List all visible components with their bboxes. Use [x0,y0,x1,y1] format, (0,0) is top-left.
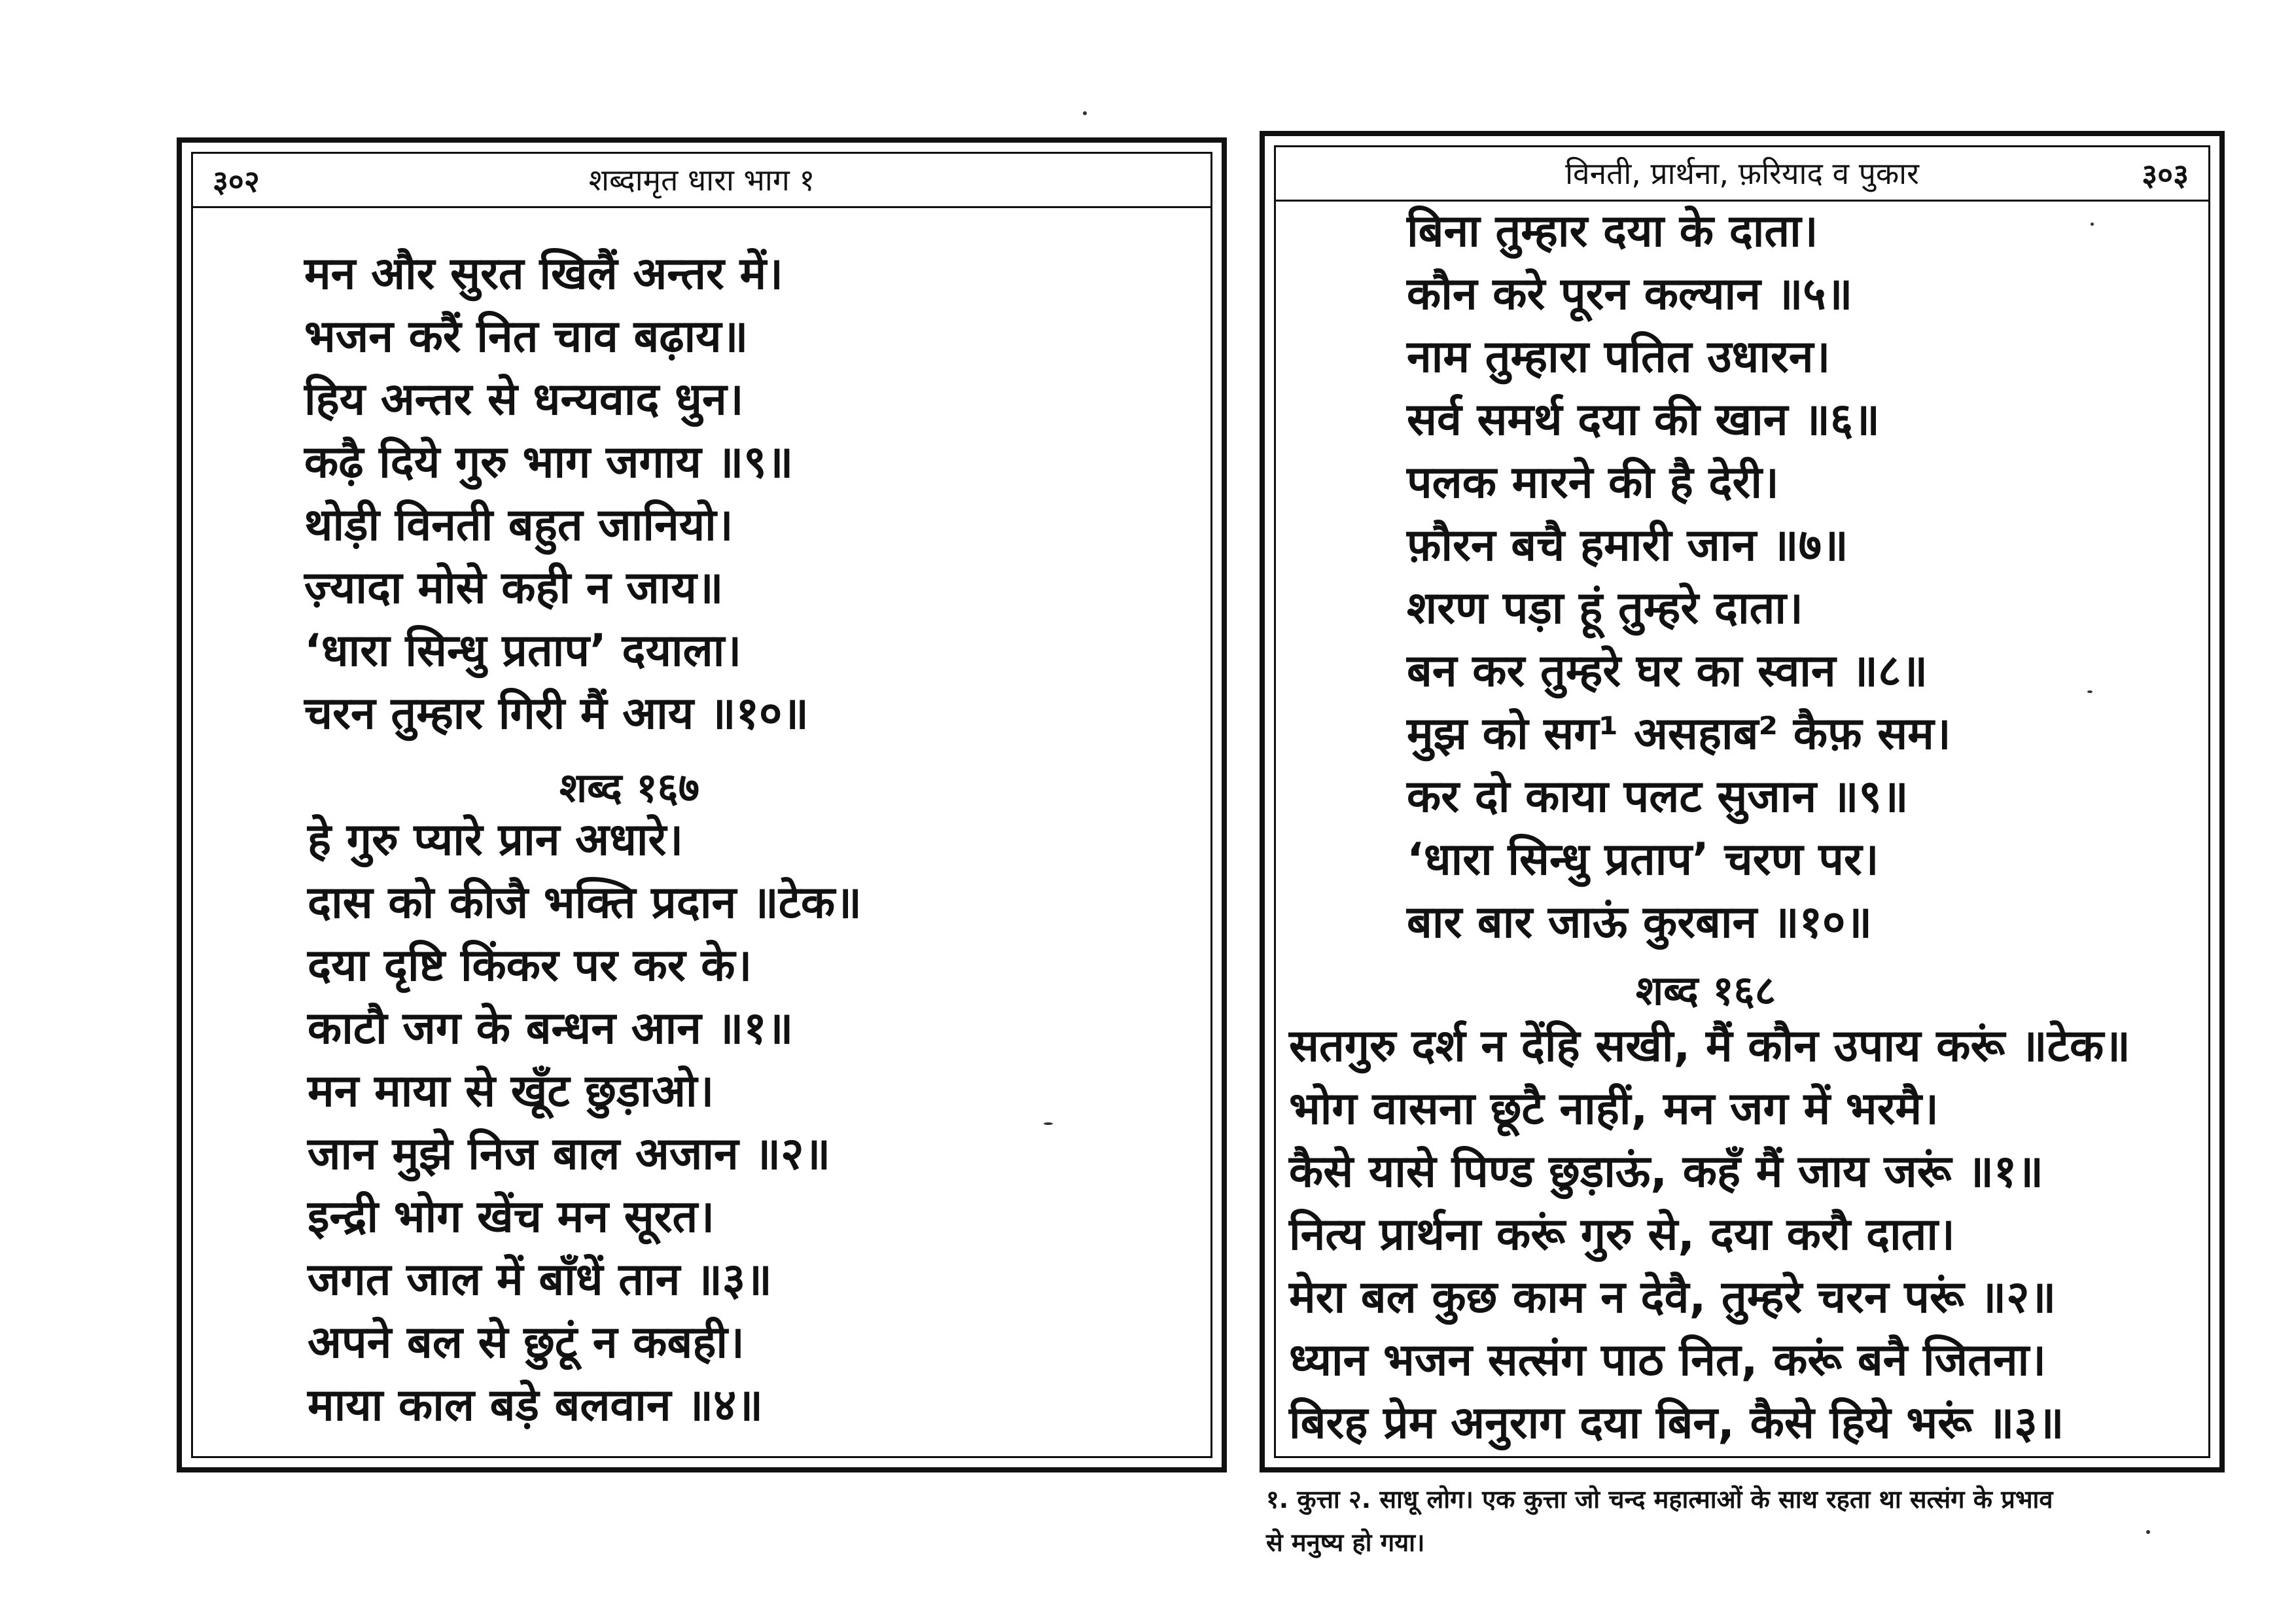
scan-speck [1083,111,1087,115]
verse-line: हिय अन्तर से धन्यवाद धुन। [304,374,744,425]
verse-line: शरण पड़ा हूं तुम्हरे दाता। [1407,582,1803,634]
verse-line: माया काल बड़े बलवान ॥४॥ [308,1380,764,1431]
verse-line: दया दृष्टि किंकर पर कर के। [308,940,752,991]
verse-line: दास को कीजै भक्ति प्रदान ॥टेक॥ [308,877,862,929]
page-number: ३०३ [2142,157,2189,192]
verse-line: भोग वासना छूटै नाहीं, मन जग में भरमै। [1289,1083,1939,1135]
verse-line: कौन करे पूरन कल्यान ॥५॥ [1407,268,1853,320]
verse-line: बिना तुम्हार दया के दाता। [1407,205,1818,257]
verse-line: ‘धारा सिन्धु प्रताप’ चरण पर। [1407,834,1879,885]
verse-line: जगत जाल में बाँधें तान ॥३॥ [308,1254,772,1306]
verse-line: बन कर तुम्हरे घर का स्वान ॥८॥ [1407,645,1928,697]
page-number: ३०२ [213,164,260,199]
verse-line: सर्व समर्थ दया की खान ॥६॥ [1407,394,1881,446]
right-page-inner-border [1274,145,2210,1458]
verse-line: इन्द्री भोग खेंच मन सूरत। [308,1191,715,1243]
verse-line: ध्यान भजन सत्संग पाठ नित, करूं बनै जितना। [1289,1334,2047,1386]
footnote-line: १. कुत्ता २. साधू लोग। एक कुत्ता जो चन्द महात्माओं के साथ रहता था सत्संग के प्रभाव [1266,1485,2053,1514]
verse-line: मुझ को सग¹ असहाब² कैफ़ सम। [1407,708,1951,760]
left-page-header [193,154,1210,208]
verse-line: चरन तुम्हार गिरी मैं आय ॥१०॥ [304,688,809,740]
right-page-header [1276,147,2208,202]
verse-line: मन माया से खूँट छुड़ाओ। [308,1065,715,1117]
verse-line: ज़्यादा मोसे कही न जाय॥ [304,562,724,614]
scan-speck [2091,223,2094,226]
verse-line: सतगुरु दर्श न देंहि सखी, मैं कौन उपाय करूं ॥टेक॥ [1289,1020,2130,1072]
shabd-heading: शब्द १६८ [1636,967,1776,1014]
verse-line: कैसे यासे पिण्ड छुड़ाऊं, कहँ मैं जाय जरूं ॥१॥ [1289,1146,2044,1198]
right-page [1260,131,2225,1472]
scan-speck [1044,1122,1053,1125]
left-page [177,137,1227,1472]
scan-speck [2087,690,2093,693]
verse-line: मन और सुरत खिलैं अन्तर में। [304,248,783,300]
verse-line: काटौ जग के बन्धन आन ॥१॥ [308,1003,794,1054]
left-page-inner-border [191,152,1212,1458]
verse-line: अपने बल से छुटूं न कबही। [308,1317,745,1368]
verse-line: कर दो काया पलट सुजान ॥९॥ [1407,771,1909,823]
verse-line: कढ़ै दिये गुरु भाग जगाय ॥९॥ [304,437,794,488]
running-title: शब्दामृत धारा भाग १ [588,162,815,198]
verse-line: ‘धारा सिन्धु प्रताप’ दयाला। [304,625,742,677]
verse-line: नाम तुम्हारा पतित उधारन। [1407,331,1831,383]
verse-line: बार बार जाऊं कुरबान ॥१०॥ [1407,897,1873,948]
verse-line: भजन करैं नित चाव बढ़ाय॥ [304,311,749,363]
verse-line: मेरा बल कुछ काम न देवै, तुम्हरे चरन परूं ॥२॥ [1289,1272,2057,1323]
verse-line: नित्य प्रार्थना करूं गुरु से, दया करौ दाता। [1289,1209,1955,1260]
verse-line: थोड़ी विनती बहुत जानियो। [304,499,733,551]
verse-line: बिरह प्रेम अनुराग दया बिन, कैसे हिये भरूं ॥३॥ [1289,1397,2064,1449]
footnote-line: से मनुष्य हो गया। [1266,1528,1425,1557]
scan-speck [2146,1530,2150,1534]
verse-line: हे गुरु प्यारे प्रान अधारे। [308,814,684,866]
running-title: विनती, प्रार्थना, फ़रियाद व पुकार [1565,156,1919,191]
verse-line: पलक मारने की है देरी। [1407,457,1779,508]
shabd-heading: शब्द १६७ [559,764,700,812]
verse-line: फ़ौरन बचै हमारी जान ॥७॥ [1407,520,1848,571]
verse-line: जान मुझे निज बाल अजान ॥२॥ [308,1128,831,1180]
